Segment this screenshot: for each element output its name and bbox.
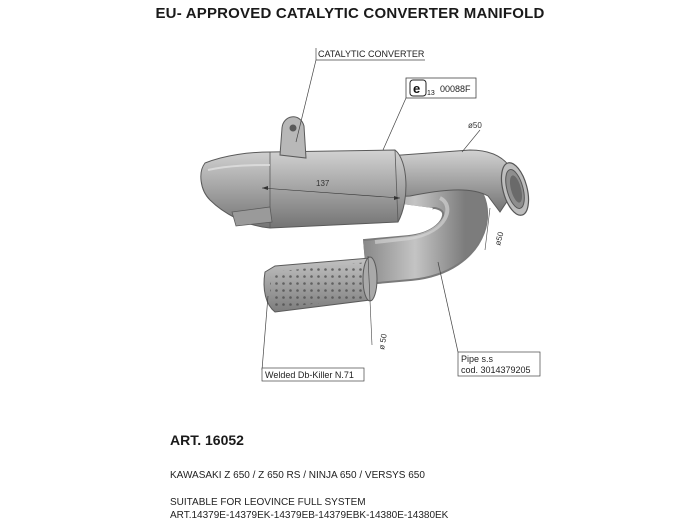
catalytic-converter-label: CATALYTIC CONVERTER <box>318 49 425 59</box>
dim-d50-top-label: ø50 <box>468 121 482 130</box>
pipe-label: Pipe s.s <box>461 354 494 364</box>
callout-pipe <box>438 262 540 376</box>
e-mark-prefix: e <box>413 81 421 96</box>
dim-137-label: 137 <box>316 179 330 188</box>
article-number: ART. 16052 <box>170 432 244 448</box>
e-mark-code: 00088F <box>440 84 471 94</box>
compatible-models: KAWASAKI Z 650 / Z 650 RS / NINJA 650 / VERSYS 650 <box>170 470 425 481</box>
dim-d50-side-label: ø50 <box>493 230 506 247</box>
pipe-code-label: cod. 3014379205 <box>461 365 531 375</box>
diagram-title: EU- APPROVED CATALYTIC CONVERTER MANIFOLD <box>155 5 545 22</box>
suitable-line-1: SUITABLE FOR LEOVINCE FULL SYSTEM <box>170 497 366 508</box>
dimension-d50-top <box>462 121 482 152</box>
e-mark <box>383 78 476 150</box>
dim-d50-lower-label: ø 50 <box>377 333 389 351</box>
catalytic-converter-body <box>201 117 406 228</box>
db-killer-tube <box>264 257 377 312</box>
e-mark-number: 13 <box>427 90 435 97</box>
suitable-line-2: ART.14379E-14379EK-14379EB-14379EBK-14380E-14380EK <box>170 510 449 521</box>
db-killer-label: Welded Db-Killer N.71 <box>265 370 354 380</box>
